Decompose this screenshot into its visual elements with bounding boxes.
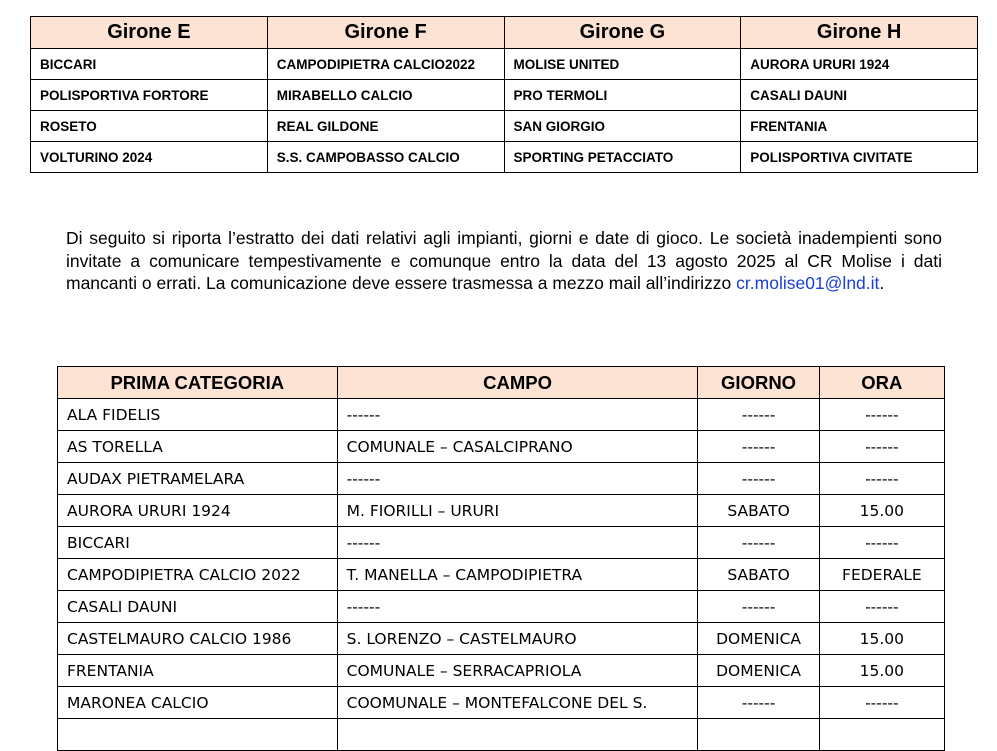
team-name-cell: ALA FIDELIS: [58, 399, 338, 431]
campo-cell: [337, 719, 698, 751]
team-name-cell: CASALI DAUNI: [58, 591, 338, 623]
campo-cell: T. MANELLA – CAMPODIPIETRA: [337, 559, 698, 591]
team-cell: FRENTANIA: [741, 111, 978, 142]
team-cell: MOLISE UNITED: [504, 49, 741, 80]
table-row: [31, 142, 978, 173]
campo-cell: COMUNALE – CASALCIPRANO: [337, 431, 698, 463]
team-cell: CAMPODIPIETRA CALCIO2022: [267, 49, 504, 80]
team-cell: MIRABELLO CALCIO: [267, 80, 504, 111]
team-cell: ROSETO: [31, 111, 268, 142]
notice-suffix: .: [879, 273, 885, 293]
team-cell: SAN GIORGIO: [504, 111, 741, 142]
campo-cell: ------: [337, 463, 698, 495]
table-row: [58, 527, 945, 559]
team-name-cell: AURORA URURI 1924: [58, 495, 338, 527]
campo-header: CAMPO: [337, 367, 698, 399]
giorno-cell: DOMENICA: [698, 655, 819, 687]
table-row: [58, 687, 945, 719]
ora-header: ORA: [819, 367, 944, 399]
table-row: [58, 495, 945, 527]
notice-paragraph: [66, 227, 942, 295]
table-row: [58, 623, 945, 655]
team-name-cell: AUDAX PIETRAMELARA: [58, 463, 338, 495]
campo-cell: COOMUNALE – MONTEFALCONE DEL S.: [337, 687, 698, 719]
girone-g-header: Girone G: [504, 17, 741, 49]
ora-cell: [819, 719, 944, 751]
giorno-cell: SABATO: [698, 495, 819, 527]
category-header: PRIMA CATEGORIA: [58, 367, 338, 399]
table-row: [31, 49, 978, 80]
giorno-cell: ------: [698, 431, 819, 463]
notice-text: Di seguito si riporta l’estratto dei dati relativi agli impianti, giorni e date di gioco. Le società inadempienti sono invitate a comunicare tempestivamente e comunque entro la data del 13 agosto 2025 al CR Molise i dati mancanti o errati. La comunicazione deve essere trasmessa a mezzo mail all’indirizzo: [66, 228, 942, 293]
email-link[interactable]: cr.molise01@lnd.it: [736, 273, 880, 293]
table-row: [58, 463, 945, 495]
table-row: [58, 591, 945, 623]
giorno-cell: ------: [698, 591, 819, 623]
campo-cell: ------: [337, 399, 698, 431]
team-cell: POLISPORTIVA CIVITATE: [741, 142, 978, 173]
girone-f-header: Girone F: [267, 17, 504, 49]
gironi-header-row: [31, 17, 978, 49]
ora-cell: ------: [819, 527, 944, 559]
table-row: [58, 559, 945, 591]
giorno-cell: ------: [698, 687, 819, 719]
schedule-header-row: [58, 367, 945, 399]
team-cell: BICCARI: [31, 49, 268, 80]
team-cell: SPORTING PETACCIATO: [504, 142, 741, 173]
team-name-cell: MARONEA CALCIO: [58, 687, 338, 719]
ora-cell: ------: [819, 431, 944, 463]
team-cell: CASALI DAUNI: [741, 80, 978, 111]
table-row: [58, 719, 945, 751]
girone-h-header: Girone H: [741, 17, 978, 49]
team-cell: REAL GILDONE: [267, 111, 504, 142]
ora-cell: FEDERALE: [819, 559, 944, 591]
campo-cell: M. FIORILLI – URURI: [337, 495, 698, 527]
table-row: [58, 431, 945, 463]
ora-cell: ------: [819, 399, 944, 431]
team-cell: VOLTURINO 2024: [31, 142, 268, 173]
girone-e-header: Girone E: [31, 17, 268, 49]
team-cell: POLISPORTIVA FORTORE: [31, 80, 268, 111]
team-name-cell: FRENTANIA: [58, 655, 338, 687]
team-cell: AURORA URURI 1924: [741, 49, 978, 80]
table-row: [58, 655, 945, 687]
ora-cell: ------: [819, 591, 944, 623]
giorno-cell: [698, 719, 819, 751]
table-row: [31, 80, 978, 111]
giorno-cell: ------: [698, 399, 819, 431]
ora-cell: 15.00: [819, 495, 944, 527]
giorno-header: GIORNO: [698, 367, 819, 399]
team-name-cell: BICCARI: [58, 527, 338, 559]
table-row: [31, 111, 978, 142]
ora-cell: ------: [819, 687, 944, 719]
campo-cell: ------: [337, 591, 698, 623]
campo-cell: ------: [337, 527, 698, 559]
giorno-cell: DOMENICA: [698, 623, 819, 655]
gironi-table: [30, 16, 978, 173]
team-name-cell: CAMPODIPIETRA CALCIO 2022: [58, 559, 338, 591]
campo-cell: S. LORENZO – CASTELMAURO: [337, 623, 698, 655]
ora-cell: 15.00: [819, 623, 944, 655]
team-cell: S.S. CAMPOBASSO CALCIO: [267, 142, 504, 173]
team-cell: PRO TERMOLI: [504, 80, 741, 111]
team-name-cell: CASTELMAURO CALCIO 1986: [58, 623, 338, 655]
team-name-cell: [58, 719, 338, 751]
campo-cell: COMUNALE – SERRACAPRIOLA: [337, 655, 698, 687]
giorno-cell: ------: [698, 463, 819, 495]
giorno-cell: SABATO: [698, 559, 819, 591]
team-name-cell: AS TORELLA: [58, 431, 338, 463]
schedule-table: [57, 366, 945, 751]
schedule-body: [58, 399, 945, 751]
table-row: [58, 399, 945, 431]
giorno-cell: ------: [698, 527, 819, 559]
ora-cell: 15.00: [819, 655, 944, 687]
ora-cell: ------: [819, 463, 944, 495]
